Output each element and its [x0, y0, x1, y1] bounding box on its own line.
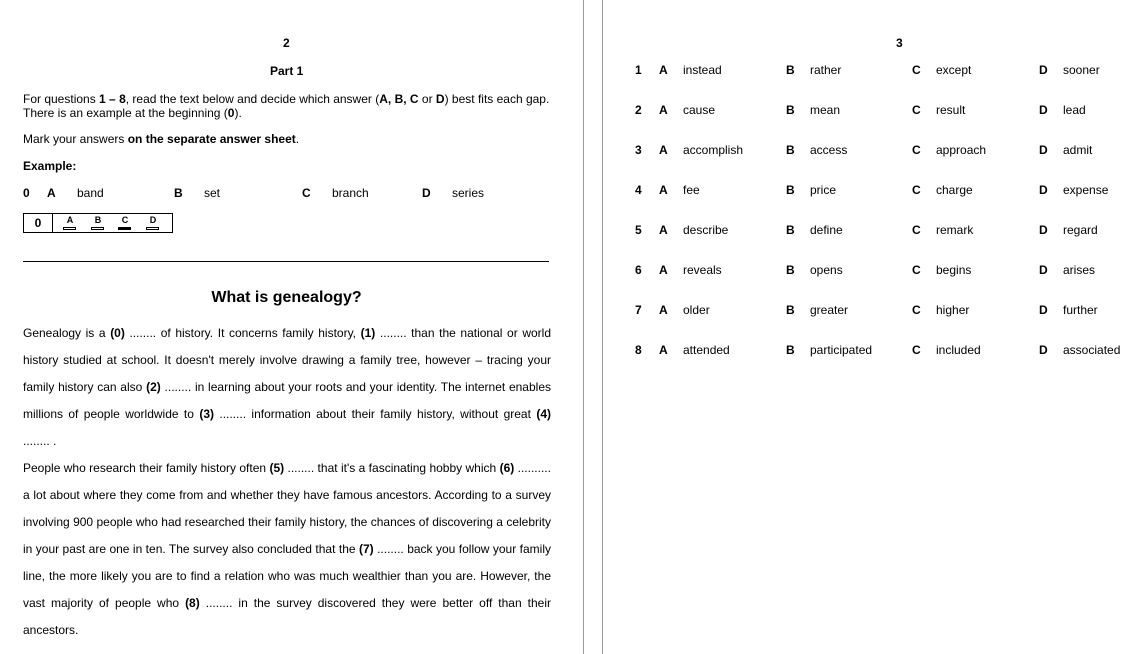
- option-letter: B: [786, 143, 795, 157]
- article-paragraph-1: [23, 320, 551, 455]
- example-label: Example:: [23, 159, 77, 173]
- option-word: associated: [1063, 343, 1121, 357]
- option-letter: C: [302, 186, 311, 200]
- instr-text: There is an example at the beginning (: [23, 106, 228, 120]
- option-letter: C: [912, 343, 921, 357]
- answer-box-number: 0: [24, 214, 53, 232]
- option-letter: A: [659, 343, 668, 357]
- option-word: set: [204, 186, 221, 200]
- gap-number: (5): [269, 461, 285, 475]
- instr-text: .: [295, 132, 300, 146]
- instr-text: Mark your answers: [23, 132, 128, 146]
- page-divider-left: [583, 0, 584, 654]
- question-number: 7: [635, 303, 642, 317]
- option-letter: B: [786, 183, 795, 197]
- option-word: older: [683, 303, 710, 317]
- gap-number: (0): [110, 326, 125, 340]
- page-number: 2: [283, 36, 290, 50]
- instructions-paragraph-1: [23, 92, 553, 120]
- question-row-7: [603, 303, 1144, 319]
- option-word: charge: [936, 183, 973, 197]
- gap-number: (2): [146, 380, 161, 394]
- option-word: lead: [1063, 103, 1086, 117]
- option-word: sooner: [1063, 63, 1100, 77]
- option-letter: D: [1039, 223, 1048, 237]
- question-row-4: [603, 183, 1144, 199]
- option-letter: D: [422, 186, 431, 200]
- option-letter: D: [1039, 343, 1048, 357]
- option-word: price: [810, 183, 837, 197]
- option-word: describe: [683, 223, 729, 237]
- right-page: [603, 0, 1144, 654]
- option-word: accomplish: [683, 143, 744, 157]
- paragraph-text: ........ of history. It concerns family history,: [124, 326, 361, 340]
- option-word: reveals: [683, 263, 722, 277]
- option-letter: A: [659, 303, 668, 317]
- option-word: result: [936, 103, 966, 117]
- paragraph-text: ........ than the national or world history studied at school. It doesn't merely involve drawing a family tree, however – tracing your family history can also: [23, 326, 551, 394]
- question-number: 8: [635, 343, 642, 357]
- answer-bubble-c: [118, 227, 131, 230]
- option-letter: C: [912, 103, 921, 117]
- question-number: 5: [635, 223, 642, 237]
- instr-example-number: 0: [227, 106, 235, 120]
- option-letter: C: [912, 183, 921, 197]
- answer-bubble-a: [63, 227, 76, 230]
- paragraph-text: People who research their family history often: [23, 461, 270, 475]
- question-number: 1: [635, 63, 642, 77]
- option-letter: B: [786, 343, 795, 357]
- option-word: regard: [1063, 223, 1098, 237]
- option-word: approach: [936, 143, 987, 157]
- gap-number: (1): [360, 326, 376, 340]
- question-number: 3: [635, 143, 642, 157]
- question-row-8: [603, 343, 1144, 359]
- answer-label-c: C: [121, 215, 129, 225]
- option-word: mean: [810, 103, 841, 117]
- option-letter: C: [912, 63, 921, 77]
- option-word: admit: [1063, 143, 1093, 157]
- question-row-3: [603, 143, 1144, 159]
- part-title: Part 1: [270, 64, 304, 78]
- answer-label-b: B: [94, 215, 102, 225]
- option-word: opens: [810, 263, 843, 277]
- option-word: cause: [683, 103, 716, 117]
- article-title: What is genealogy?: [211, 289, 362, 306]
- article-paragraph-2: [23, 455, 551, 644]
- question-number: 6: [635, 263, 642, 277]
- option-letter: A: [659, 103, 668, 117]
- instr-range: 1 – 8: [99, 92, 126, 106]
- instr-text: , read the text below and decide which answer (: [125, 92, 380, 106]
- gap-number: (6): [499, 461, 515, 475]
- paragraph-text: ........ that it's a fascinating hobby which: [284, 461, 500, 475]
- option-letter: C: [912, 303, 921, 317]
- option-word: rather: [810, 63, 842, 77]
- option-word: instead: [683, 63, 722, 77]
- option-letter: D: [1039, 303, 1048, 317]
- page-number: 3: [896, 36, 903, 50]
- instr-text: ) best fits each gap.: [444, 92, 550, 106]
- option-word: arises: [1063, 263, 1096, 277]
- option-letter: B: [786, 63, 795, 77]
- instr-text: or: [418, 92, 436, 106]
- instr-letters: A, B, C: [379, 92, 419, 106]
- question-row-1: [603, 63, 1144, 79]
- option-word: branch: [332, 186, 369, 200]
- section-divider: [23, 261, 549, 262]
- gap-number: (7): [358, 542, 374, 556]
- gap-number: (3): [199, 407, 214, 421]
- option-word: attended: [683, 343, 730, 357]
- option-word: greater: [810, 303, 849, 317]
- answer-bubble-d: [146, 227, 159, 230]
- paragraph-text: ........ information about their family history, without great: [214, 407, 537, 421]
- example-answer-box: [23, 213, 173, 233]
- option-letter: B: [786, 223, 795, 237]
- option-word: higher: [936, 303, 970, 317]
- option-word: remark: [936, 223, 974, 237]
- option-letter: C: [912, 143, 921, 157]
- option-letter: D: [1039, 263, 1048, 277]
- paragraph-text: ........ in learning about your roots and your identity. The internet enables millions of people worldwide to: [23, 380, 551, 421]
- paragraph-text: ........ back you follow your family line, the more likely you are to find a relation who was much wealthier than you are. However, the vast majority of people who: [23, 542, 551, 610]
- option-letter: D: [1039, 183, 1048, 197]
- option-word: further: [1063, 303, 1098, 317]
- option-letter: D: [1039, 143, 1048, 157]
- option-letter: A: [659, 183, 668, 197]
- option-word: define: [810, 223, 843, 237]
- option-letter: A: [659, 63, 668, 77]
- paragraph-text: ........ .: [23, 434, 57, 448]
- instructions-paragraph-2: [23, 132, 299, 146]
- option-word: band: [77, 186, 104, 200]
- gap-number: (4): [536, 407, 551, 421]
- question-row-2: [603, 103, 1144, 119]
- answer-bubble-b: [91, 227, 104, 230]
- question-row-6: [603, 263, 1144, 279]
- option-letter: A: [659, 263, 668, 277]
- option-word: access: [810, 143, 848, 157]
- option-letter: A: [47, 186, 56, 200]
- answer-label-a: A: [66, 215, 74, 225]
- paragraph-text: ........ in the survey discovered they were better off than their ancestors.: [23, 596, 551, 637]
- question-number: 4: [635, 183, 642, 197]
- question-number: 2: [635, 103, 642, 117]
- gap-number: (8): [185, 596, 200, 610]
- option-letter: C: [912, 263, 921, 277]
- question-row-5: [603, 223, 1144, 239]
- option-letter: A: [659, 223, 668, 237]
- example-row: [0, 186, 583, 202]
- answer-label-d: D: [149, 215, 157, 225]
- example-number: 0: [23, 186, 30, 200]
- answer-sheet-note: on the separate answer sheet: [127, 132, 296, 146]
- option-letter: B: [786, 103, 795, 117]
- option-letter: B: [174, 186, 183, 200]
- option-word: included: [936, 343, 981, 357]
- option-word: expense: [1063, 183, 1109, 197]
- option-letter: B: [786, 303, 795, 317]
- option-word: begins: [936, 263, 972, 277]
- option-letter: D: [1039, 63, 1048, 77]
- paragraph-text: Genealogy is a: [23, 326, 111, 340]
- option-letter: C: [912, 223, 921, 237]
- option-letter: B: [786, 263, 795, 277]
- option-letter: D: [1039, 103, 1048, 117]
- option-word: series: [452, 186, 485, 200]
- option-word: fee: [683, 183, 700, 197]
- instr-text: For questions: [23, 92, 100, 106]
- paragraph-text: .......... a lot about where they come from and whether they have famous ancestors. According to a survey involving 900 people who had researched their family history, the chances of discovering a celebrity in your past are one in ten. The survey also concluded that the: [23, 461, 551, 556]
- instr-letter-d: D: [435, 92, 445, 106]
- option-word: participated: [810, 343, 873, 357]
- option-word: except: [936, 63, 972, 77]
- instr-text: ).: [234, 106, 242, 120]
- option-letter: A: [659, 143, 668, 157]
